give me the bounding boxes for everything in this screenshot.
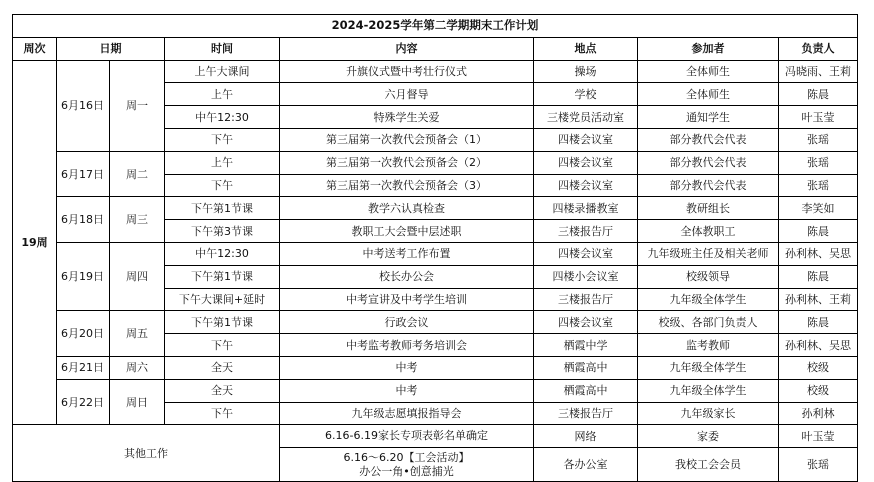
participants-cell: 校级、各部门负责人	[638, 311, 779, 334]
time-cell: 下午第1节课	[165, 265, 280, 288]
time-cell: 上午	[165, 151, 280, 174]
owner-cell: 叶玉莹	[779, 106, 858, 129]
date-cell: 6月20日	[57, 311, 110, 357]
header-week: 周次	[13, 37, 57, 60]
content-cell: 特殊学生关爱	[280, 106, 534, 129]
participants-cell: 我校工会会员	[638, 448, 779, 482]
date-cell: 6月17日	[57, 151, 110, 197]
location-cell: 学校	[534, 83, 638, 106]
date-cell: 6月19日	[57, 242, 110, 310]
content-cell: 升旗仪式暨中考壮行仪式	[280, 60, 534, 83]
content-cell: 中考宣讲及中考学生培训	[280, 288, 534, 311]
location-cell: 四楼录播教室	[534, 197, 638, 220]
content-line: 办公一角•创意捕光	[359, 464, 454, 478]
week-cell: 19周	[13, 60, 57, 425]
participants-cell: 家委	[638, 425, 779, 448]
owner-cell: 校级	[779, 356, 858, 379]
participants-cell: 通知学生	[638, 106, 779, 129]
weekday-cell: 周一	[110, 60, 165, 151]
table-row	[13, 60, 858, 83]
owner-cell: 张瑶	[779, 174, 858, 197]
owner-cell: 冯晓雨、王莉	[779, 60, 858, 83]
weekday-cell: 周四	[110, 242, 165, 310]
title-row	[13, 15, 858, 38]
owner-cell: 张瑶	[779, 128, 858, 151]
owner-cell: 孙利林、王莉	[779, 288, 858, 311]
content-cell: 中考监考教师考务培训会	[280, 334, 534, 357]
header-participants: 参加者	[638, 37, 779, 60]
table-row	[13, 242, 858, 265]
time-cell: 下午第1节课	[165, 197, 280, 220]
content-cell: 教职工大会暨中层述职	[280, 220, 534, 243]
content-line: 6.16～6.20【工会活动】	[343, 450, 470, 464]
location-cell: 栖霞高中	[534, 379, 638, 402]
content-cell: 教学六认真检查	[280, 197, 534, 220]
weekday-cell: 周五	[110, 311, 165, 357]
location-cell: 四楼小会议室	[534, 265, 638, 288]
time-cell: 中午12:30	[165, 106, 280, 129]
content-cell: 第三届第一次教代会预备会（3）	[280, 174, 534, 197]
table-row	[13, 151, 858, 174]
participants-cell: 监考教师	[638, 334, 779, 357]
time-cell: 下午	[165, 402, 280, 425]
owner-cell: 陈晨	[779, 311, 858, 334]
participants-cell: 九年级全体学生	[638, 379, 779, 402]
time-cell: 下午第3节课	[165, 220, 280, 243]
owner-cell: 孙利林、吴思	[779, 334, 858, 357]
table-row	[13, 379, 858, 402]
owner-cell: 叶玉莹	[779, 425, 858, 448]
content-cell	[280, 425, 534, 448]
participants-cell: 全体教职工	[638, 220, 779, 243]
participants-cell: 九年级班主任及相关老师	[638, 242, 779, 265]
owner-cell: 李笑如	[779, 197, 858, 220]
location-cell: 四楼会议室	[534, 242, 638, 265]
participants-cell: 九年级全体学生	[638, 356, 779, 379]
content-cell: 中考	[280, 379, 534, 402]
owner-cell: 孙利林	[779, 402, 858, 425]
content-cell	[280, 448, 534, 482]
location-cell: 三楼报告厅	[534, 220, 638, 243]
date-cell: 6月16日	[57, 60, 110, 151]
content-cell: 行政会议	[280, 311, 534, 334]
owner-cell: 张瑶	[779, 448, 858, 482]
participants-cell: 部分教代会代表	[638, 174, 779, 197]
date-cell: 6月18日	[57, 197, 110, 243]
location-cell: 栖霞中学	[534, 334, 638, 357]
time-cell: 下午第1节课	[165, 311, 280, 334]
owner-cell: 陈晨	[779, 220, 858, 243]
location-cell: 操场	[534, 60, 638, 83]
location-cell: 四楼会议室	[534, 174, 638, 197]
content-line: 6.16-6.19家长专项表彰名单确定	[325, 429, 488, 443]
owner-cell: 张瑶	[779, 151, 858, 174]
participants-cell: 九年级家长	[638, 402, 779, 425]
work-plan-table	[12, 14, 858, 482]
participants-cell: 部分教代会代表	[638, 151, 779, 174]
owner-cell: 陈晨	[779, 83, 858, 106]
weekday-cell: 周二	[110, 151, 165, 197]
table-row	[13, 311, 858, 334]
time-cell: 中午12:30	[165, 242, 280, 265]
participants-cell: 全体师生	[638, 83, 779, 106]
location-cell: 栖霞高中	[534, 356, 638, 379]
time-cell: 全天	[165, 379, 280, 402]
content-cell: 中考送考工作布置	[280, 242, 534, 265]
location-cell: 四楼会议室	[534, 311, 638, 334]
table-row	[13, 197, 858, 220]
header-row	[13, 37, 858, 60]
participants-cell: 全体师生	[638, 60, 779, 83]
date-cell: 6月21日	[57, 356, 110, 379]
header-owner: 负责人	[779, 37, 858, 60]
header-content: 内容	[280, 37, 534, 60]
owner-cell: 陈晨	[779, 265, 858, 288]
content-cell: 第三届第一次教代会预备会（1）	[280, 128, 534, 151]
location-cell: 四楼会议室	[534, 128, 638, 151]
content-cell: 校长办公会	[280, 265, 534, 288]
header-location: 地点	[534, 37, 638, 60]
content-cell: 六月督导	[280, 83, 534, 106]
participants-cell: 校级领导	[638, 265, 779, 288]
participants-cell: 九年级全体学生	[638, 288, 779, 311]
location-cell: 三楼报告厅	[534, 402, 638, 425]
time-cell: 上午大课间	[165, 60, 280, 83]
location-cell: 各办公室	[534, 448, 638, 482]
content-cell: 第三届第一次教代会预备会（2）	[280, 151, 534, 174]
location-cell: 四楼会议室	[534, 151, 638, 174]
header-date: 日期	[57, 37, 165, 60]
time-cell: 下午	[165, 174, 280, 197]
participants-cell: 教研组长	[638, 197, 779, 220]
date-cell: 6月22日	[57, 379, 110, 425]
weekday-cell: 周三	[110, 197, 165, 243]
time-cell: 上午	[165, 83, 280, 106]
content-cell: 九年级志愿填报指导会	[280, 402, 534, 425]
weekday-cell: 周日	[110, 379, 165, 425]
participants-cell: 部分教代会代表	[638, 128, 779, 151]
owner-cell: 孙利林、吴思	[779, 242, 858, 265]
time-cell: 下午	[165, 334, 280, 357]
location-cell: 三楼党员活动室	[534, 106, 638, 129]
location-cell: 网络	[534, 425, 638, 448]
table-row	[13, 425, 858, 448]
time-cell: 全天	[165, 356, 280, 379]
location-cell: 三楼报告厅	[534, 288, 638, 311]
schedule-body	[13, 60, 858, 482]
header-time: 时间	[165, 37, 280, 60]
table-title: 2024-2025学年第二学期期末工作计划	[13, 15, 858, 38]
table-row	[13, 356, 858, 379]
time-cell: 下午大课间+延时	[165, 288, 280, 311]
time-cell: 下午	[165, 128, 280, 151]
weekday-cell: 周六	[110, 356, 165, 379]
content-cell: 中考	[280, 356, 534, 379]
owner-cell: 校级	[779, 379, 858, 402]
other-work-label: 其他工作	[13, 425, 280, 482]
